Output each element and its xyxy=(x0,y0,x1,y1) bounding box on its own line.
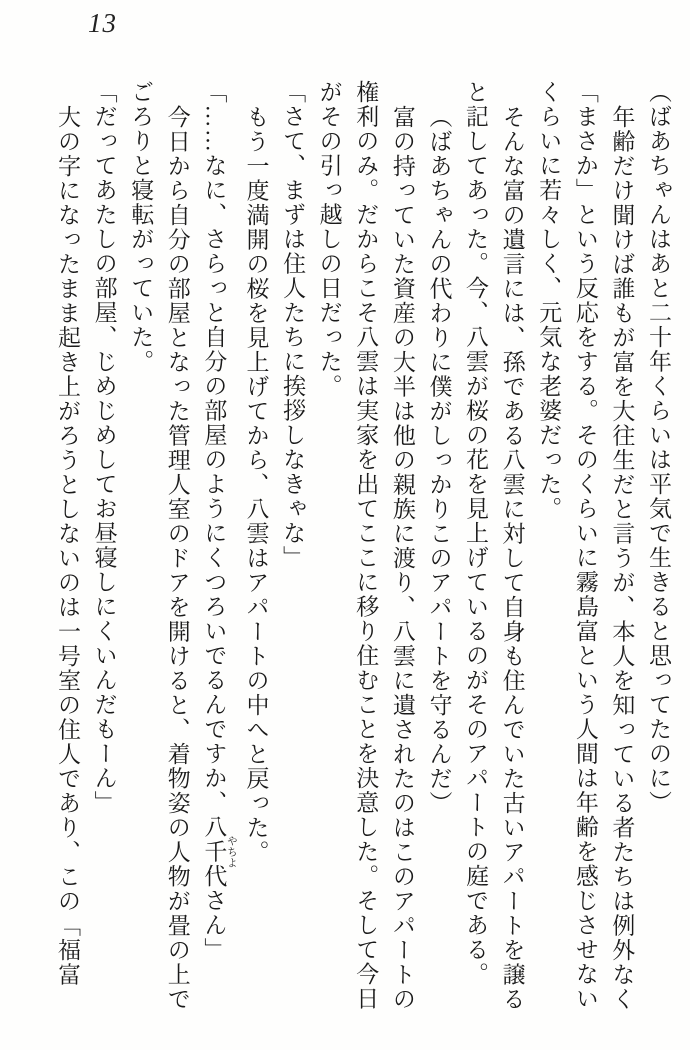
text-line-3: 「まさか」という反応をする。そのくらいに霧島富という人間は年齢を感じさせない xyxy=(572,80,598,1011)
text-line-16: 「だってあたしの部屋、じめじめしてお昼寝しにくいんだもーん」 xyxy=(91,80,117,815)
text-line-13 xyxy=(195,80,237,1030)
page-number: 13 xyxy=(88,8,117,38)
text-line-2: 年齢だけ聞けば誰もが富を大往生だと言うが、本人を知っている者たちは例外なく xyxy=(609,104,635,1011)
text-line-13-post: さん」 xyxy=(201,888,227,962)
text-line-13-pre: 「……なに、さらっと自分の部屋のようにくつろいでるんですか、 xyxy=(201,80,227,815)
text-line-1: （ばあちゃんはあと二十年くらいは平気で生きると思ってたのに） xyxy=(646,80,671,815)
text-line-14: 今日から自分の部屋となった管理人室のドアを開けると、着物姿の人物が畳の上で xyxy=(164,104,190,1011)
furigana-ruby xyxy=(201,815,237,889)
text-line-12: もう一度満開の桜を見上げてから、八雲はアパートの中へと戻った。 xyxy=(243,104,269,864)
furigana-base: 八千代 xyxy=(201,815,227,889)
text-line-17: 大の字になったまま起き上がろうとしないのは一号室の住人であり、この「福富 xyxy=(55,104,80,987)
page-text xyxy=(52,80,676,1030)
text-line-4: くらいに若々しく、元気な老婆だった。 xyxy=(536,80,562,521)
text-line-10: がその引っ越しの日だった。 xyxy=(316,80,342,399)
text-line-5: そんな富の遺言には、孫である八雲に対して自身も住んでいた古いアパートを譲る xyxy=(499,104,525,1011)
text-line-8: 富の持っていた資産の大半は他の親族に渡り、八雲に遺されたのはこのアパートの xyxy=(389,104,415,1011)
text-line-9: 権利のみ。だからこそ八雲は実家を出てここに移り住むことを決意した。そして今日 xyxy=(353,80,379,1011)
text-line-11: 「さて、まずは住人たちに挨拶しなきゃな」 xyxy=(280,80,306,570)
furigana-text: やちよ xyxy=(225,815,237,889)
text-line-15: ごろりと寝転がっていた。 xyxy=(128,80,154,374)
text-line-6: と記してあった。今、八雲が桜の花を見上げているのがそのアパートの庭である。 xyxy=(463,80,489,987)
text-line-7: （ばあちゃんの代わりに僕がしっかりこのアパートを守るんだ） xyxy=(426,104,452,815)
